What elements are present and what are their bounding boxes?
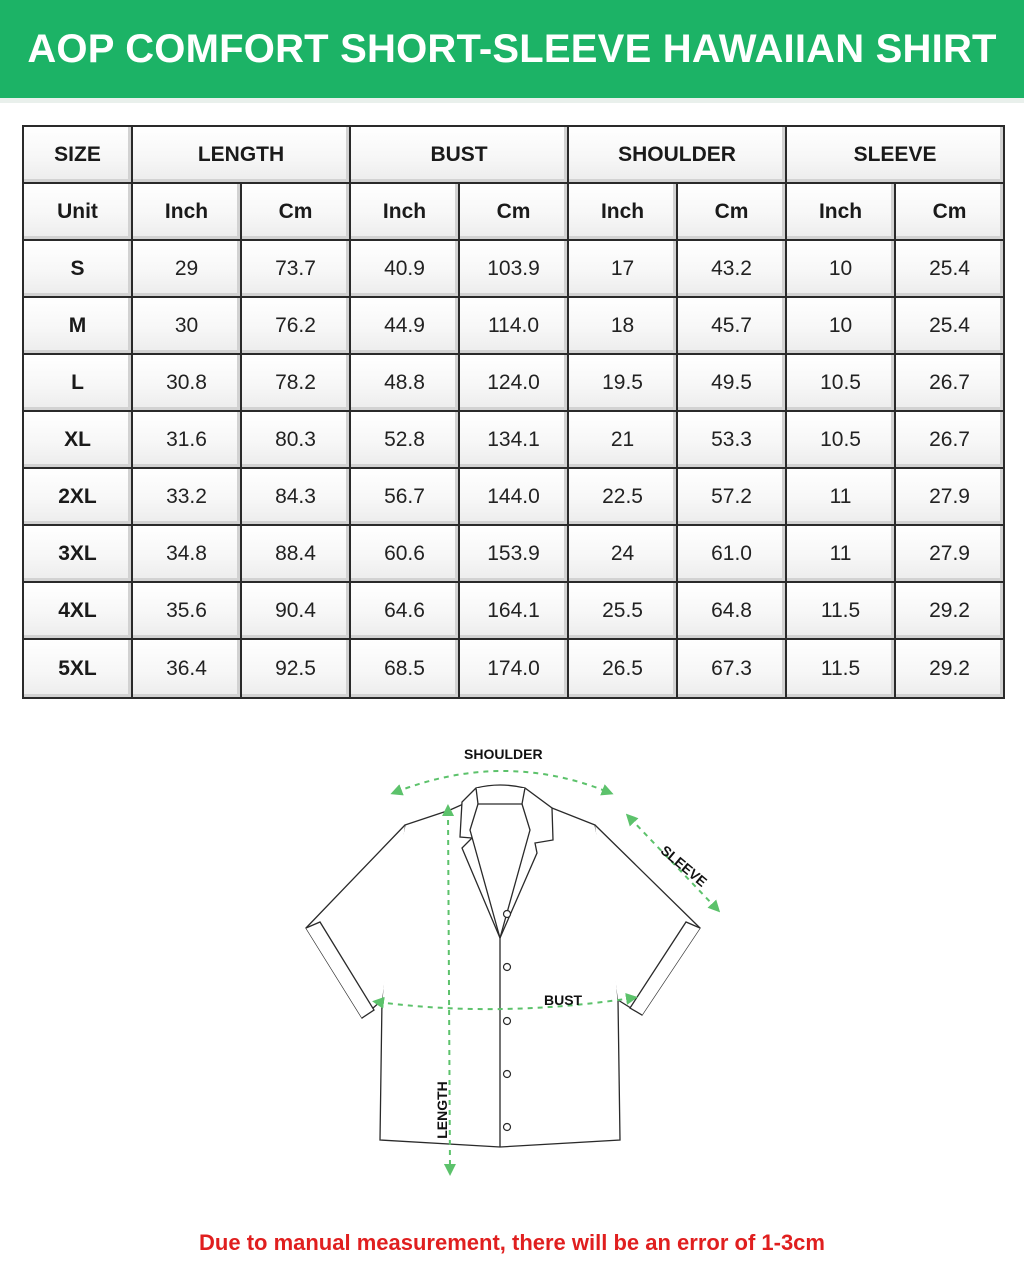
page-title: AOP COMFORT SHORT-SLEEVE HAWAIIAN SHIRT	[27, 26, 997, 71]
size-cell: S	[24, 241, 133, 298]
measurement-cell: 134.1	[460, 412, 569, 469]
measurement-cell: 153.9	[460, 526, 569, 583]
measurement-cell: 21	[569, 412, 678, 469]
measurement-cell: 88.4	[242, 526, 351, 583]
measurement-cell: 11.5	[787, 640, 896, 697]
header-length: LENGTH	[133, 127, 351, 184]
measurement-cell: 103.9	[460, 241, 569, 298]
unit-cell: Inch	[351, 184, 460, 241]
unit-cell: Cm	[460, 184, 569, 241]
shirt-outline	[306, 785, 700, 1147]
measurement-cell: 84.3	[242, 469, 351, 526]
measurement-cell: 49.5	[678, 355, 787, 412]
measurement-cell: 30.8	[133, 355, 242, 412]
measurement-cell: 67.3	[678, 640, 787, 697]
measurement-cell: 25.4	[896, 298, 1003, 355]
measurement-cell: 29.2	[896, 640, 1003, 697]
measurement-cell: 25.5	[569, 583, 678, 640]
measurement-cell: 64.6	[351, 583, 460, 640]
table-row	[24, 298, 1003, 355]
measurement-cell: 92.5	[242, 640, 351, 697]
measurement-cell: 124.0	[460, 355, 569, 412]
measurement-cell: 78.2	[242, 355, 351, 412]
table-row	[24, 583, 1003, 640]
measurement-cell: 68.5	[351, 640, 460, 697]
unit-cell: Inch	[133, 184, 242, 241]
sleeve-label: SLEEVE	[657, 842, 711, 890]
title-banner	[0, 0, 1024, 103]
measurement-cell: 10	[787, 241, 896, 298]
measurement-cell: 73.7	[242, 241, 351, 298]
table-row	[24, 469, 1003, 526]
size-cell: M	[24, 298, 133, 355]
unit-cell: Inch	[787, 184, 896, 241]
measurement-cell: 43.2	[678, 241, 787, 298]
measurement-cell: 26.5	[569, 640, 678, 697]
unit-cell: Inch	[569, 184, 678, 241]
header-size: SIZE	[24, 127, 133, 184]
unit-row	[24, 184, 1003, 241]
table-row	[24, 412, 1003, 469]
table-row	[24, 526, 1003, 583]
size-chart-table	[22, 125, 1005, 699]
table-row	[24, 241, 1003, 298]
measurement-note: Due to manual measurement, there will be an error of 1-3cm	[199, 1230, 825, 1255]
measurement-cell: 10.5	[787, 355, 896, 412]
size-cell: 2XL	[24, 469, 133, 526]
shirt-illustration	[290, 730, 730, 1190]
measurement-cell: 114.0	[460, 298, 569, 355]
measurement-cell: 11	[787, 469, 896, 526]
unit-cell: Cm	[678, 184, 787, 241]
measurement-cell: 90.4	[242, 583, 351, 640]
measurement-cell: 174.0	[460, 640, 569, 697]
measurement-cell: 64.8	[678, 583, 787, 640]
size-cell: XL	[24, 412, 133, 469]
measurement-cell: 27.9	[896, 526, 1003, 583]
measurement-cell: 17	[569, 241, 678, 298]
measurement-cell: 31.6	[133, 412, 242, 469]
header-sleeve: SLEEVE	[787, 127, 1003, 184]
measurement-cell: 26.7	[896, 355, 1003, 412]
measurement-cell: 33.2	[133, 469, 242, 526]
measurement-cell: 52.8	[351, 412, 460, 469]
table-row	[24, 355, 1003, 412]
measurement-cell: 24	[569, 526, 678, 583]
measurement-cell: 48.8	[351, 355, 460, 412]
shirt-measurement-diagram	[290, 730, 730, 1190]
unit-cell: Cm	[242, 184, 351, 241]
bust-label: BUST	[544, 992, 583, 1008]
measurement-cell: 36.4	[133, 640, 242, 697]
unit-cell: Cm	[896, 184, 1003, 241]
measurement-cell: 53.3	[678, 412, 787, 469]
measurement-cell: 29.2	[896, 583, 1003, 640]
measurement-cell: 56.7	[351, 469, 460, 526]
measurement-cell: 26.7	[896, 412, 1003, 469]
measurement-cell: 10.5	[787, 412, 896, 469]
measurement-cell: 44.9	[351, 298, 460, 355]
measurement-cell: 80.3	[242, 412, 351, 469]
measurement-cell: 144.0	[460, 469, 569, 526]
header-row	[24, 127, 1003, 184]
unit-cell: Unit	[24, 184, 133, 241]
measurement-cell: 25.4	[896, 241, 1003, 298]
measurement-cell: 29	[133, 241, 242, 298]
measurement-cell: 76.2	[242, 298, 351, 355]
measurement-cell: 164.1	[460, 583, 569, 640]
measurement-cell: 11.5	[787, 583, 896, 640]
measurement-cell: 11	[787, 526, 896, 583]
table-row	[24, 640, 1003, 697]
measurement-cell: 40.9	[351, 241, 460, 298]
shoulder-label: SHOULDER	[464, 746, 543, 762]
header-shoulder: SHOULDER	[569, 127, 787, 184]
size-cell: 5XL	[24, 640, 133, 697]
measurement-cell: 18	[569, 298, 678, 355]
size-cell: 3XL	[24, 526, 133, 583]
measurement-cell: 27.9	[896, 469, 1003, 526]
measurement-cell: 35.6	[133, 583, 242, 640]
measurement-cell: 22.5	[569, 469, 678, 526]
measurement-cell: 34.8	[133, 526, 242, 583]
measurement-cell: 57.2	[678, 469, 787, 526]
size-cell: 4XL	[24, 583, 133, 640]
header-bust: BUST	[351, 127, 569, 184]
measurement-cell: 45.7	[678, 298, 787, 355]
length-label: LENGTH	[433, 1081, 450, 1139]
measurement-cell: 10	[787, 298, 896, 355]
measurement-cell: 19.5	[569, 355, 678, 412]
measurement-cell: 60.6	[351, 526, 460, 583]
measurement-cell: 30	[133, 298, 242, 355]
size-cell: L	[24, 355, 133, 412]
measurement-cell: 61.0	[678, 526, 787, 583]
